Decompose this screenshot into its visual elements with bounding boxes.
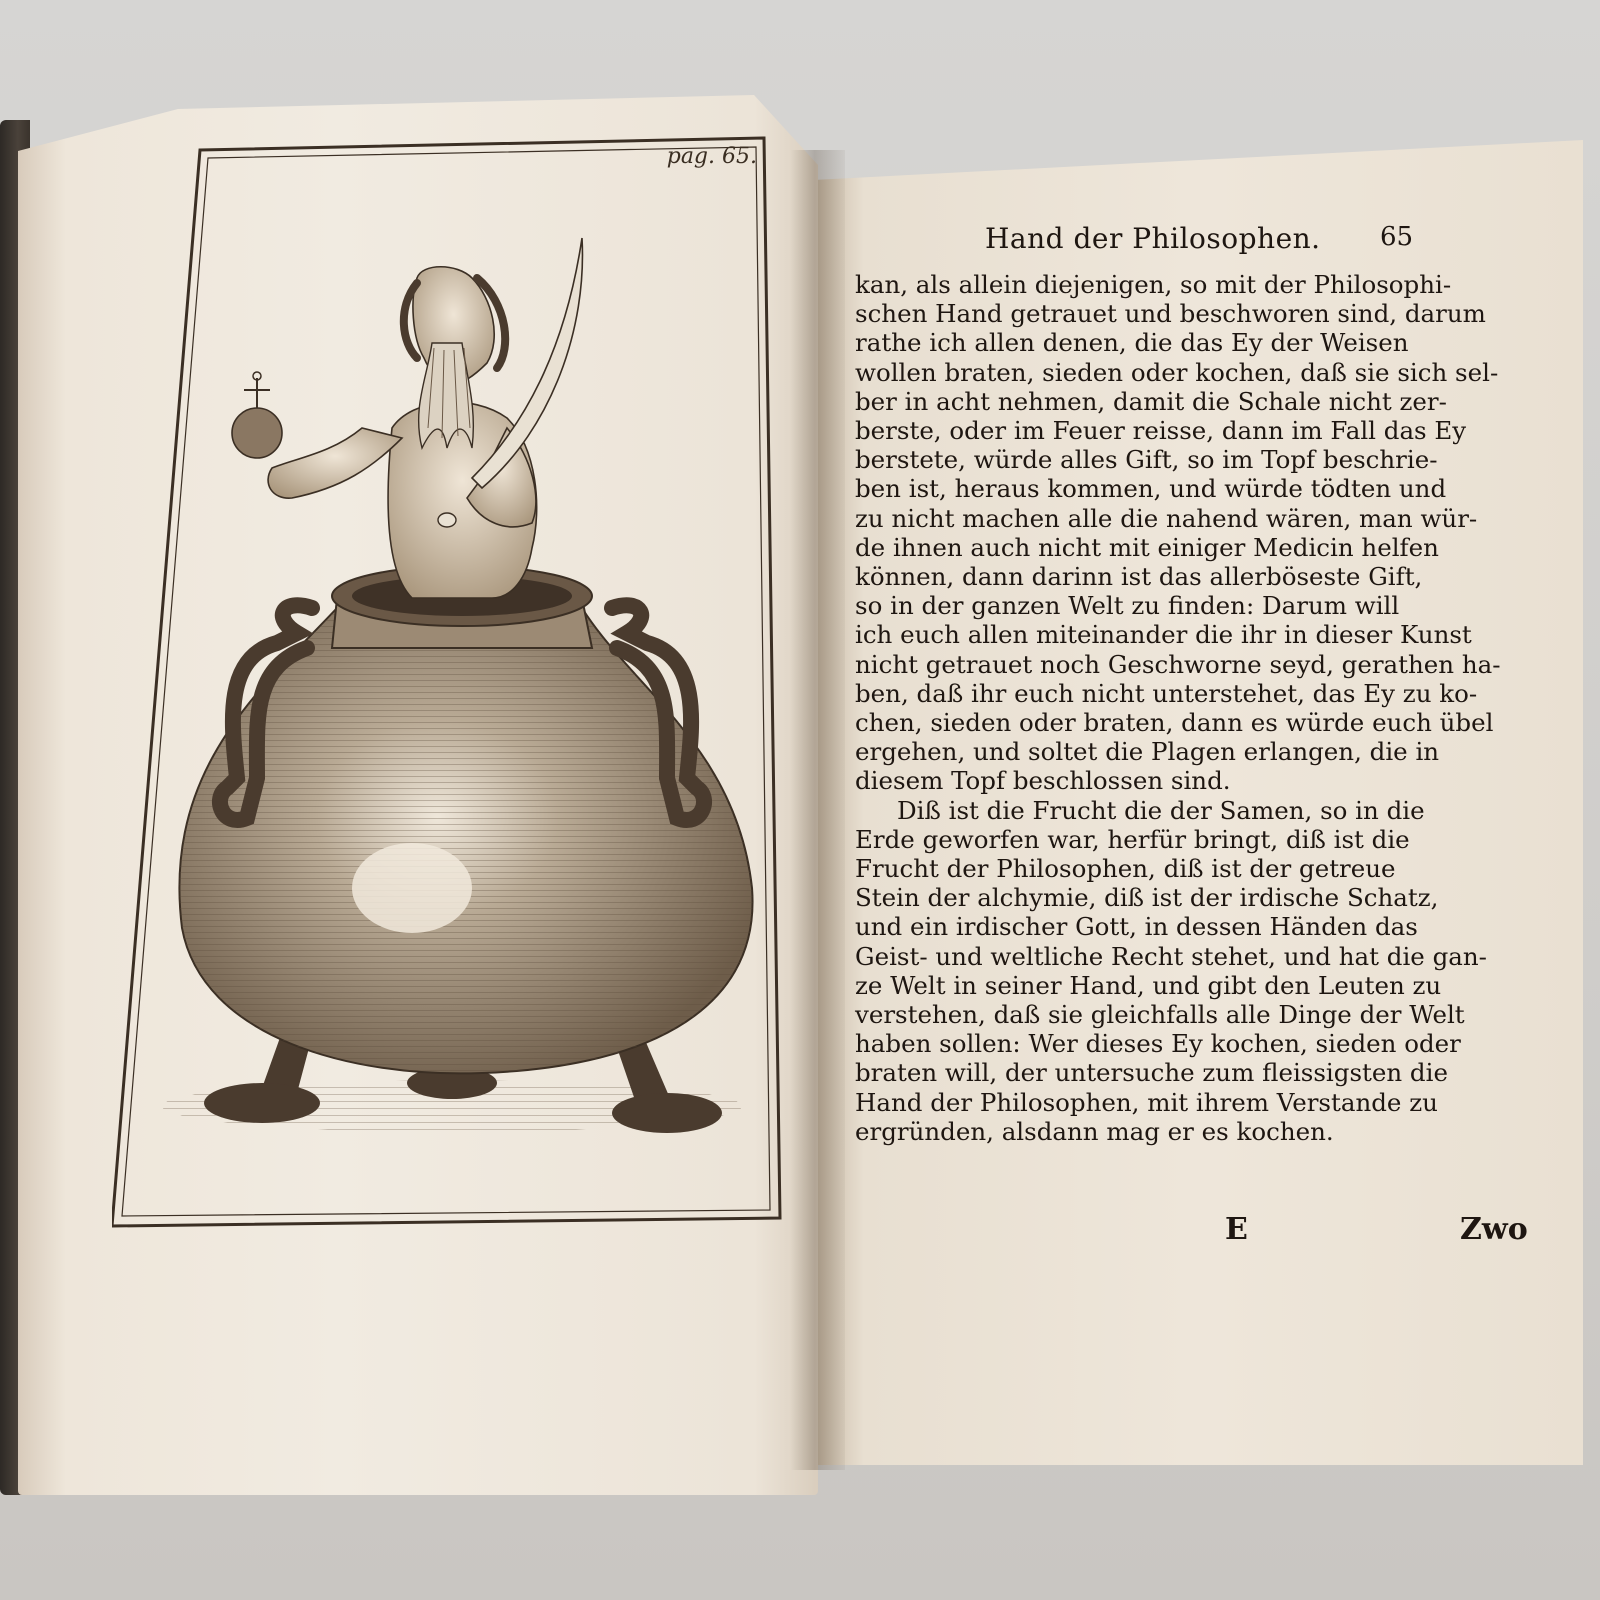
text-line: de ihnen auch nicht mit einiger Medicin helfen — [855, 532, 1439, 562]
running-head: Hand der Philosophen. — [985, 222, 1321, 255]
text-line: chen, sieden oder braten, dann es würde euch übel — [855, 708, 1494, 738]
text-line: Hand der Philosophen, mit ihrem Verstande zu — [855, 1087, 1438, 1117]
engraving-illustration — [112, 128, 802, 1253]
text-line: ergehen, und soltet die Plagen erlangen, die in — [855, 737, 1440, 767]
text-line: Stein der alchymie, diß ist der irdische Schatz, — [855, 883, 1439, 913]
text-line: braten will, der untersuche zum fleissigsten die — [855, 1058, 1448, 1088]
text-line: und ein irdischer Gott, in dessen Händen das — [855, 912, 1418, 942]
page-number: 65 — [1380, 222, 1414, 252]
text-line: wollen braten, sieden oder kochen, daß sie sich sel- — [855, 357, 1499, 387]
text-line: so in der ganzen Welt zu finden: Darum will — [855, 591, 1400, 621]
text-line: rathe ich allen denen, die das Ey der Weisen — [855, 328, 1409, 358]
text-line: haben sollen: Wer dieses Ey kochen, sieden oder — [855, 1029, 1461, 1059]
text-line: können, dann darinn ist das allerböseste Gift, — [855, 562, 1423, 592]
text-line: zu nicht machen alle die nahend wären, man wür- — [855, 503, 1478, 533]
text-line: ze Welt in seiner Hand, und gibt den Leuten zu — [855, 970, 1442, 1000]
text-line: Diß ist die Frucht die der Samen, so in die — [897, 795, 1425, 825]
text-line: kan, als allein diejenigen, so mit der Philosophi- — [855, 270, 1452, 299]
plate-page-reference: pag. 65. — [666, 144, 757, 169]
text-line: ich euch allen miteinander die ihr in dieser Kunst — [855, 620, 1472, 650]
text-line: ben ist, heraus kommen, und würde tödten und — [855, 474, 1447, 504]
text-line: berstete, würde alles Gift, so im Topf beschrie- — [855, 445, 1438, 475]
text-line: ergründen, alsdann mag er es kochen. — [855, 1116, 1334, 1146]
signature-mark: E — [1225, 1212, 1248, 1247]
body-text — [855, 270, 1515, 1146]
text-line: Geist- und weltliche Recht stehet, und hat die gan- — [855, 941, 1487, 971]
text-line: diesem Topf beschlossen sind. — [855, 766, 1231, 796]
text-line: berste, oder im Feuer reisse, dann im Fall das Ey — [855, 416, 1467, 446]
engraving-plate — [112, 128, 802, 1253]
text-line: ber in acht nehmen, damit die Schale nicht zer- — [855, 386, 1447, 416]
text-line: schen Hand getrauet und beschworen sind, darum — [855, 299, 1486, 329]
text-line: verstehen, daß sie gleichfalls alle Dinge der Welt — [855, 1000, 1465, 1030]
text-line: ben, daß ihr euch nicht unterstehet, das Ey zu ko- — [855, 678, 1478, 708]
text-line: nicht getrauet noch Geschworne seyd, gerathen ha- — [855, 649, 1501, 679]
text-line: Frucht der Philosophen, diß ist der getreue — [855, 854, 1396, 884]
text-line: Erde geworfen war, herfür bringt, diß ist die — [855, 824, 1410, 854]
catchword: Zwo — [1460, 1212, 1528, 1247]
